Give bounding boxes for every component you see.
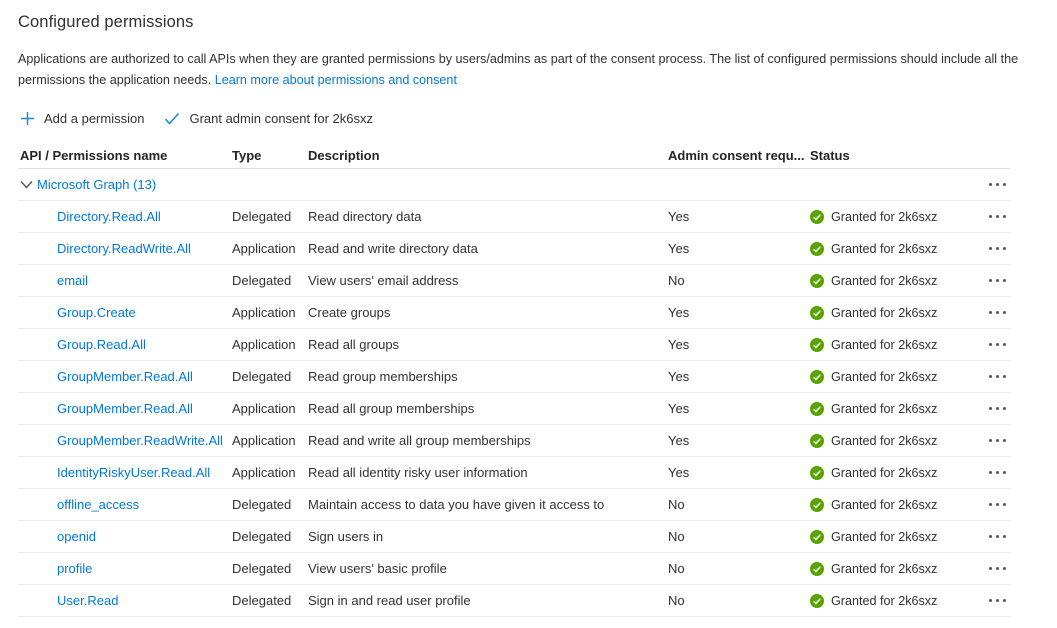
permission-name-link[interactable]: GroupMember.Read.All (57, 401, 193, 416)
ellipsis-icon (989, 279, 992, 282)
ellipsis-icon (989, 599, 992, 602)
granted-check-icon (810, 210, 824, 224)
row-menu-button[interactable] (984, 591, 1010, 611)
permission-row (18, 457, 1010, 489)
admin-consent-required-value: No (668, 273, 685, 288)
admin-consent-required-value: No (668, 529, 685, 544)
row-menu-button[interactable] (984, 207, 1010, 227)
plus-icon (20, 111, 35, 126)
status-text: Granted for 2k6sxz (831, 209, 938, 224)
table-header-row (18, 142, 1010, 169)
permission-type: Application (232, 305, 296, 320)
row-menu-button[interactable] (984, 527, 1010, 547)
permission-description: View users' email address (308, 273, 459, 288)
status-badge (810, 274, 974, 288)
ellipsis-icon (989, 247, 992, 250)
permission-type: Delegated (232, 529, 292, 544)
status-text: Granted for 2k6sxz (831, 369, 938, 384)
permission-name-link[interactable]: offline_access (57, 497, 140, 512)
ellipsis-icon (989, 567, 992, 570)
checkmark-icon (164, 112, 180, 125)
status-badge (810, 210, 974, 224)
permission-type: Application (232, 433, 296, 448)
chevron-down-icon[interactable] (20, 178, 33, 191)
add-permission-label: Add a permission (44, 110, 145, 126)
learn-more-link[interactable]: Learn more about permissions and consent (214, 73, 457, 87)
ellipsis-icon (989, 343, 992, 346)
row-menu-button[interactable] (984, 399, 1010, 419)
status-text: Granted for 2k6sxz (831, 433, 938, 448)
permission-name-link[interactable]: GroupMember.ReadWrite.All (57, 433, 223, 448)
permission-type: Delegated (232, 209, 292, 224)
row-menu-button[interactable] (984, 431, 1010, 451)
ellipsis-icon (989, 471, 992, 474)
status-text: Granted for 2k6sxz (831, 529, 938, 544)
header-status: Status (810, 147, 850, 163)
header-api-permissions-name: API / Permissions name (20, 147, 168, 163)
status-text: Granted for 2k6sxz (831, 241, 938, 256)
page-title: Configured permissions (18, 13, 194, 31)
permission-type: Delegated (232, 561, 292, 576)
permission-type: Application (232, 465, 296, 480)
admin-consent-required-value: No (668, 593, 685, 608)
row-menu-button[interactable] (984, 239, 1010, 259)
ellipsis-icon (989, 311, 992, 314)
permission-name-link[interactable]: Directory.Read.All (57, 209, 161, 224)
api-group-row (18, 169, 1010, 201)
status-badge (810, 338, 974, 352)
permission-row (18, 553, 1010, 585)
permission-row (18, 585, 1010, 617)
permission-description: Sign users in (308, 529, 384, 544)
permission-description: Read all group memberships (308, 401, 475, 416)
granted-check-icon (810, 306, 824, 320)
grant-admin-consent-button[interactable] (162, 109, 377, 128)
permission-type: Application (232, 401, 296, 416)
status-badge (810, 370, 974, 384)
permission-name-link[interactable]: Group.Read.All (57, 337, 146, 352)
permission-name-link[interactable]: openid (57, 529, 97, 544)
ellipsis-icon (989, 215, 992, 218)
granted-check-icon (810, 594, 824, 608)
description-text: Applications are authorized to call APIs when they are granted permissions by users/admins as part of the consent process. The list of configured permissions should include all the permissions the application needs. (18, 52, 1019, 87)
ellipsis-icon (989, 375, 992, 378)
permission-type: Application (232, 337, 296, 352)
status-text: Granted for 2k6sxz (831, 337, 938, 352)
row-menu-button[interactable] (984, 175, 1010, 195)
status-text: Granted for 2k6sxz (831, 465, 938, 480)
permission-description: Read and write directory data (308, 241, 478, 256)
ellipsis-icon (989, 439, 992, 442)
status-text: Granted for 2k6sxz (831, 273, 938, 288)
permission-description: Read all identity risky user information (308, 465, 528, 480)
permission-description: Create groups (308, 305, 391, 320)
permission-type: Delegated (232, 497, 292, 512)
permission-description: Sign in and read user profile (308, 593, 471, 608)
permission-row (18, 361, 1010, 393)
permission-name-link[interactable]: Group.Create (57, 305, 136, 320)
add-permission-button[interactable] (18, 109, 148, 128)
status-badge (810, 498, 974, 512)
admin-consent-required-value: Yes (668, 465, 690, 480)
permission-name-link[interactable]: User.Read (57, 593, 119, 608)
status-badge (810, 306, 974, 320)
row-menu-button[interactable] (984, 335, 1010, 355)
admin-consent-required-value: Yes (668, 209, 690, 224)
admin-consent-required-value: Yes (668, 337, 690, 352)
row-menu-button[interactable] (984, 367, 1010, 387)
permission-type: Application (232, 241, 296, 256)
header-admin-consent-required: Admin consent requ... (668, 147, 805, 163)
status-text: Granted for 2k6sxz (831, 561, 938, 576)
permission-row (18, 233, 1010, 265)
permission-name-link[interactable]: profile (57, 561, 93, 576)
permission-name-link[interactable]: email (57, 273, 89, 288)
status-text: Granted for 2k6sxz (831, 305, 938, 320)
admin-consent-required-value: No (668, 561, 685, 576)
granted-check-icon (810, 242, 824, 256)
status-badge (810, 242, 974, 256)
granted-check-icon (810, 498, 824, 512)
permission-description: Read group memberships (308, 369, 458, 384)
ellipsis-icon (989, 503, 992, 506)
permission-type: Delegated (232, 369, 292, 384)
permission-row (18, 265, 1010, 297)
admin-consent-required-value: Yes (668, 369, 690, 384)
status-badge (810, 594, 974, 608)
admin-consent-required-value: Yes (668, 305, 690, 320)
permission-row (18, 521, 1010, 553)
permission-row (18, 393, 1010, 425)
admin-consent-required-value: Yes (668, 401, 690, 416)
permission-description: Maintain access to data you have given it access to (308, 497, 605, 512)
header-description: Description (308, 147, 380, 163)
header-type: Type (232, 147, 262, 163)
permission-type: Delegated (232, 593, 292, 608)
status-badge (810, 466, 974, 480)
row-menu-button[interactable] (984, 463, 1010, 483)
status-text: Granted for 2k6sxz (831, 593, 938, 608)
granted-check-icon (810, 274, 824, 288)
admin-consent-required-value: No (668, 497, 685, 512)
permission-row (18, 329, 1010, 361)
permission-type: Delegated (232, 273, 292, 288)
admin-consent-required-value: Yes (668, 241, 690, 256)
permission-description: Read all groups (308, 337, 400, 352)
granted-check-icon (810, 402, 824, 416)
granted-check-icon (810, 338, 824, 352)
granted-check-icon (810, 370, 824, 384)
row-menu-button[interactable] (984, 271, 1010, 291)
status-badge (810, 562, 974, 576)
table-body (18, 201, 1010, 617)
row-menu-button[interactable] (984, 303, 1010, 323)
status-badge (810, 434, 974, 448)
permission-name-link[interactable]: GroupMember.Read.All (57, 369, 193, 384)
api-group-link[interactable]: Microsoft Graph (13) (37, 177, 157, 192)
status-badge (810, 402, 974, 416)
granted-check-icon (810, 434, 824, 448)
permissions-table (18, 142, 1010, 617)
status-text: Granted for 2k6sxz (831, 401, 938, 416)
grant-admin-consent-label: Grant admin consent for 2k6sxz (189, 110, 373, 126)
ellipsis-icon (989, 183, 992, 186)
ellipsis-icon (989, 535, 992, 538)
permission-row (18, 297, 1010, 329)
permission-description: View users' basic profile (308, 561, 447, 576)
status-text: Granted for 2k6sxz (831, 497, 938, 512)
command-bar (18, 107, 1057, 129)
status-badge (810, 530, 974, 544)
granted-check-icon (810, 466, 824, 480)
ellipsis-icon (989, 407, 992, 410)
permission-row (18, 201, 1010, 233)
admin-consent-required-value: Yes (668, 433, 690, 448)
granted-check-icon (810, 530, 824, 544)
row-menu-button[interactable] (984, 495, 1010, 515)
permission-name-link[interactable]: IdentityRiskyUser.Read.All (57, 465, 211, 480)
page-description (18, 49, 1023, 91)
granted-check-icon (810, 562, 824, 576)
permission-row (18, 489, 1010, 521)
permission-description: Read directory data (308, 209, 422, 224)
permission-description: Read and write all group memberships (308, 433, 531, 448)
permission-row (18, 425, 1010, 457)
row-menu-button[interactable] (984, 559, 1010, 579)
permission-name-link[interactable]: Directory.ReadWrite.All (57, 241, 191, 256)
